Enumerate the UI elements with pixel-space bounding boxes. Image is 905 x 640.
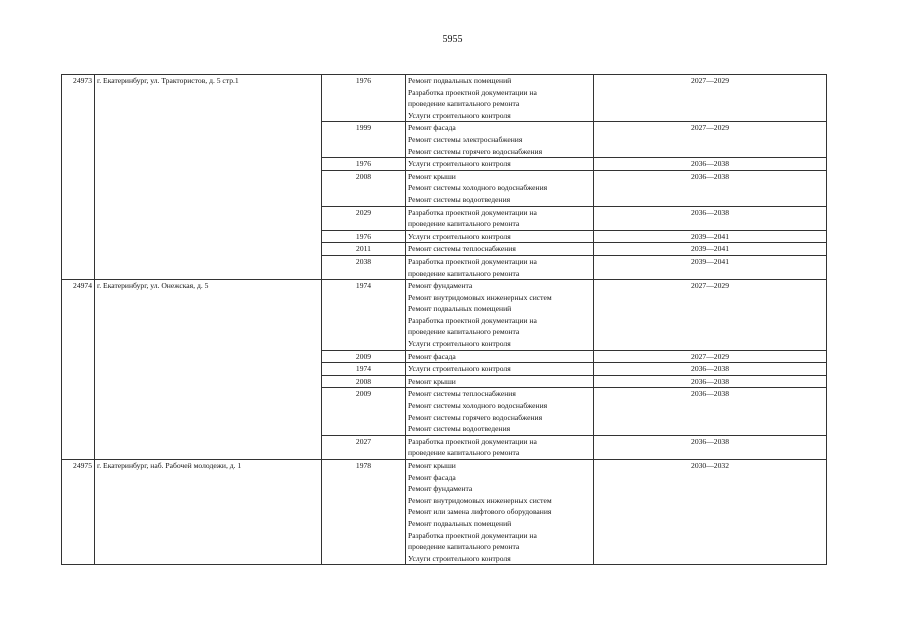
work-types — [406, 170, 594, 206]
planned-period: 2036—2038 — [594, 363, 827, 376]
work-item: Ремонт подвальных помещений — [408, 518, 512, 528]
work-types — [406, 158, 594, 171]
last-repair-year: 2029 — [322, 206, 406, 230]
table-row — [62, 75, 827, 122]
work-item: Ремонт крыши — [408, 171, 456, 181]
work-types — [406, 230, 594, 243]
planned-period: 2039—2041 — [594, 243, 827, 256]
house-id: 24973 — [62, 75, 95, 280]
last-repair-year: 1974 — [322, 363, 406, 376]
work-item: Ремонт системы водоотведения — [408, 424, 511, 434]
work-types — [406, 280, 594, 351]
work-item: Услуги строительного контроля — [408, 339, 511, 349]
planned-period: 2030—2032 — [594, 460, 827, 565]
work-item: Разработка проектной документации на — [408, 87, 537, 97]
work-item: Ремонт системы теплоснабжения — [408, 244, 516, 254]
work-item: Услуги строительного контроля — [408, 364, 511, 374]
work-types — [406, 75, 594, 122]
last-repair-year: 1976 — [322, 75, 406, 122]
work-item: Ремонт системы холодного водоснабжения — [408, 183, 548, 193]
planned-period: 2036—2038 — [594, 388, 827, 435]
last-repair-year: 1976 — [322, 230, 406, 243]
work-item: Ремонт фасада — [408, 351, 456, 361]
planned-period: 2039—2041 — [594, 255, 827, 279]
work-item: Ремонт подвальных помещений — [408, 76, 512, 85]
last-repair-year: 1976 — [322, 158, 406, 171]
work-item: Ремонт системы горячего водоснабжения — [408, 146, 543, 156]
work-item: Услуги строительного контроля — [408, 159, 511, 169]
last-repair-year: 2011 — [322, 243, 406, 256]
house-address: г. Екатеринбург, ул. Онежская, д. 5 — [95, 280, 322, 460]
work-item: Ремонт системы электроснабжения — [408, 134, 523, 144]
planned-period: 2036—2038 — [594, 435, 827, 459]
work-types — [406, 350, 594, 363]
work-item: Ремонт внутридомовых инженерных систем — [408, 495, 552, 505]
table-row — [62, 280, 827, 351]
work-item: проведение капитального ремонта — [408, 99, 520, 109]
work-item: Ремонт фасада — [408, 472, 456, 482]
work-item: Ремонт системы горячего водоснабжения — [408, 412, 543, 422]
planned-period: 2036—2038 — [594, 375, 827, 388]
planned-period: 2036—2038 — [594, 158, 827, 171]
work-types — [406, 435, 594, 459]
work-item: Ремонт подвальных помещений — [408, 304, 512, 314]
house-address: г. Екатеринбург, ул. Трактористов, д. 5 стр.1 — [95, 75, 322, 280]
house-address: г. Екатеринбург, наб. Рабочей молодежи, д. 1 — [95, 460, 322, 565]
work-item: Разработка проектной документации на — [408, 315, 537, 325]
work-item: Услуги строительного контроля — [408, 110, 511, 120]
last-repair-year: 2009 — [322, 388, 406, 435]
work-item: Услуги строительного контроля — [408, 231, 511, 241]
table-body — [62, 75, 827, 565]
work-item: Ремонт крыши — [408, 461, 456, 470]
work-types — [406, 388, 594, 435]
planned-period: 2039—2041 — [594, 230, 827, 243]
work-item: Разработка проектной документации на — [408, 436, 537, 446]
page-number: 5955 — [442, 34, 463, 45]
last-repair-year: 2038 — [322, 255, 406, 279]
last-repair-year: 2027 — [322, 435, 406, 459]
work-item: Ремонт системы теплоснабжения — [408, 389, 516, 399]
work-item: Разработка проектной документации на — [408, 256, 537, 266]
work-item: Ремонт фасада — [408, 123, 456, 133]
work-item: Ремонт или замена лифтового оборудования — [408, 507, 552, 517]
work-item: проведение капитального ремонта — [408, 448, 520, 458]
work-item: Ремонт фундамента — [408, 484, 473, 494]
capital-repair-table — [61, 74, 827, 565]
table-row — [62, 460, 827, 565]
planned-period: 2036—2038 — [594, 206, 827, 230]
last-repair-year: 2008 — [322, 170, 406, 206]
work-types — [406, 122, 594, 158]
planned-period: 2027—2029 — [594, 280, 827, 351]
work-item: Разработка проектной документации на — [408, 207, 537, 217]
work-item: проведение капитального ремонта — [408, 542, 520, 552]
work-item: Ремонт системы холодного водоснабжения — [408, 401, 548, 411]
planned-period: 2027—2029 — [594, 122, 827, 158]
last-repair-year: 2008 — [322, 375, 406, 388]
work-item: проведение капитального ремонта — [408, 219, 520, 229]
work-item: Ремонт системы водоотведения — [408, 194, 511, 204]
work-types — [406, 363, 594, 376]
work-types — [406, 460, 594, 565]
work-types — [406, 375, 594, 388]
work-item: Ремонт фундамента — [408, 281, 473, 291]
planned-period: 2027—2029 — [594, 350, 827, 363]
house-id: 24974 — [62, 280, 95, 460]
last-repair-year: 1999 — [322, 122, 406, 158]
work-item: Ремонт внутридомовых инженерных систем — [408, 292, 552, 302]
last-repair-year: 1974 — [322, 280, 406, 351]
work-types — [406, 255, 594, 279]
last-repair-year: 1978 — [322, 460, 406, 565]
work-item: Разработка проектной документации на — [408, 530, 537, 540]
last-repair-year: 2009 — [322, 350, 406, 363]
planned-period: 2036—2038 — [594, 170, 827, 206]
house-id: 24975 — [62, 460, 95, 565]
work-types — [406, 206, 594, 230]
work-item: проведение капитального ремонта — [408, 327, 520, 337]
work-item: проведение капитального ремонта — [408, 268, 520, 278]
planned-period: 2027—2029 — [594, 75, 827, 122]
work-types — [406, 243, 594, 256]
work-item: Услуги строительного контроля — [408, 553, 511, 563]
work-item: Ремонт крыши — [408, 376, 456, 386]
